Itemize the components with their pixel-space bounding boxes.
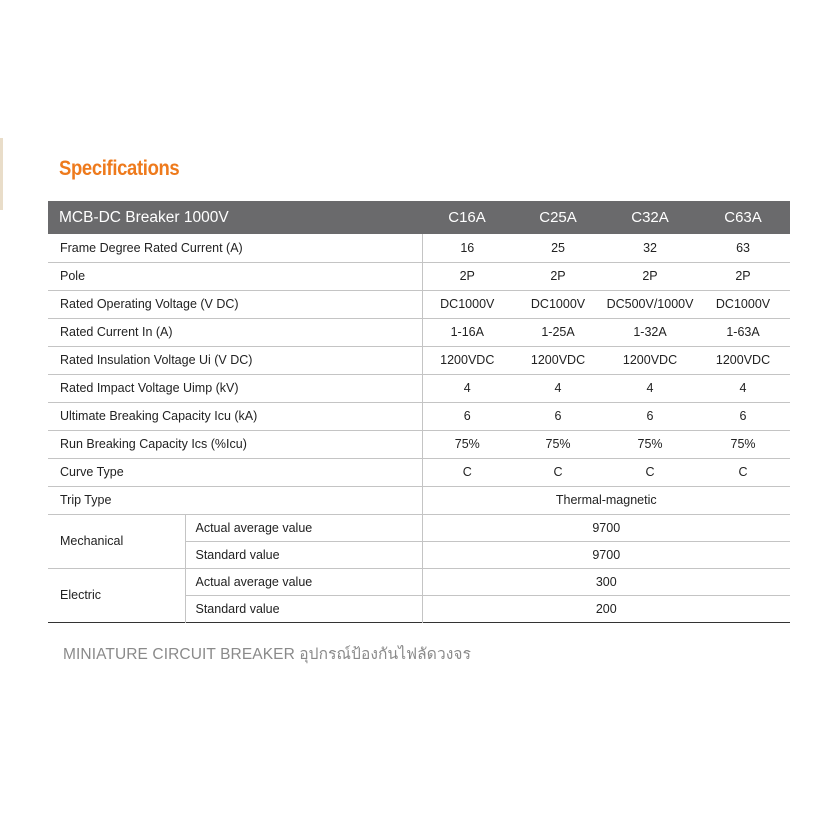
table-row (48, 346, 790, 374)
table-row (48, 262, 790, 290)
column-header: C25A (539, 209, 577, 226)
cell-value: 75% (545, 437, 571, 451)
cell-value: 4 (739, 381, 747, 395)
row-label: Pole (60, 269, 86, 283)
table-header-row (48, 201, 790, 234)
row-label: Rated Insulation Voltage Ui (V DC) (60, 353, 253, 367)
cell-value: 1200VDC (622, 353, 678, 367)
cell-value: 6 (422, 402, 512, 430)
cell-value: 2P (422, 262, 512, 290)
table-header-model: MCB-DC Breaker 1000V (59, 208, 229, 226)
column-header: C63A (724, 209, 762, 226)
row-label: Run Breaking Capacity Ics (%Icu) (60, 437, 247, 451)
row-label: Rated Impact Voltage Uimp (kV) (60, 381, 239, 395)
table-row (48, 430, 790, 458)
mechanical-label: Mechanical (60, 534, 124, 548)
cell-value: DC1000V (422, 290, 512, 318)
cell-value: 6 (554, 409, 562, 423)
row-label: Trip Type (60, 493, 112, 507)
sub-row-label: Actual average value (185, 514, 422, 541)
cell-value: 63 (736, 240, 750, 255)
row-label: Ultimate Breaking Capacity Icu (kA) (60, 409, 258, 423)
cell-value: 2P (735, 269, 751, 283)
electric-standard-value: 200 (422, 595, 790, 622)
column-header: C32A (631, 209, 669, 226)
cell-value: DC1000V (715, 297, 771, 311)
cell-value: 1200VDC (715, 353, 771, 367)
cell-value: C (553, 465, 563, 479)
page-title: Specifications (59, 157, 180, 180)
row-label: Curve Type (60, 465, 124, 479)
table-row (48, 318, 790, 346)
cell-value: 4 (422, 374, 512, 402)
cell-value: 1-25A (541, 325, 575, 339)
cell-value: 2P (550, 269, 566, 283)
cell-value: 6 (739, 409, 747, 423)
cell-value: C (738, 465, 748, 479)
cell-value: C (645, 465, 655, 479)
electric-label: Electric (60, 588, 101, 602)
cell-value: 75% (422, 430, 512, 458)
table-row (48, 234, 790, 262)
row-label: Rated Current In (A) (60, 325, 173, 339)
sub-row-label: Standard value (185, 541, 422, 568)
table-row-electric-actual (48, 568, 790, 595)
row-label: Rated Operating Voltage (V DC) (60, 297, 239, 311)
cell-value: 1-63A (726, 325, 760, 339)
spec-table (48, 201, 790, 623)
mechanical-actual-value: 9700 (422, 514, 790, 541)
table-row-mechanical-actual (48, 514, 790, 541)
footer-caption: MINIATURE CIRCUIT BREAKER อุปกรณ์ป้องกันไฟลัดวงจร (63, 646, 472, 663)
table-row (48, 402, 790, 430)
cell-value: 1200VDC (530, 353, 586, 367)
column-header: C16A (448, 209, 486, 226)
sub-row-label: Actual average value (185, 568, 422, 595)
table-row-trip-type (48, 486, 790, 514)
electric-actual-value: 300 (422, 568, 790, 595)
cell-value: DC1000V (530, 297, 586, 311)
cell-value: 75% (730, 437, 756, 451)
cell-value: 1-16A (422, 318, 512, 346)
trip-type-value: Thermal-magnetic (422, 486, 790, 514)
table-row (48, 374, 790, 402)
cell-value: 25 (551, 240, 565, 255)
table-row (48, 458, 790, 486)
cell-value: 32 (643, 240, 657, 255)
cell-value: 1-32A (633, 325, 667, 339)
row-label: Frame Degree Rated Current (A) (60, 240, 243, 255)
cell-value: 16 (422, 234, 512, 262)
cell-value: C (422, 458, 512, 486)
cell-value: 6 (646, 409, 654, 423)
mechanical-standard-value: 9700 (422, 541, 790, 568)
cell-value: 4 (646, 381, 654, 395)
cell-value: 75% (637, 437, 663, 451)
table-row (48, 290, 790, 318)
edge-decoration (0, 138, 3, 210)
cell-value: 4 (554, 381, 562, 395)
sub-row-label: Standard value (185, 595, 422, 622)
cell-value: 2P (642, 269, 658, 283)
cell-value: 1200VDC (422, 346, 512, 374)
cell-value: DC500V/1000V (606, 297, 694, 311)
